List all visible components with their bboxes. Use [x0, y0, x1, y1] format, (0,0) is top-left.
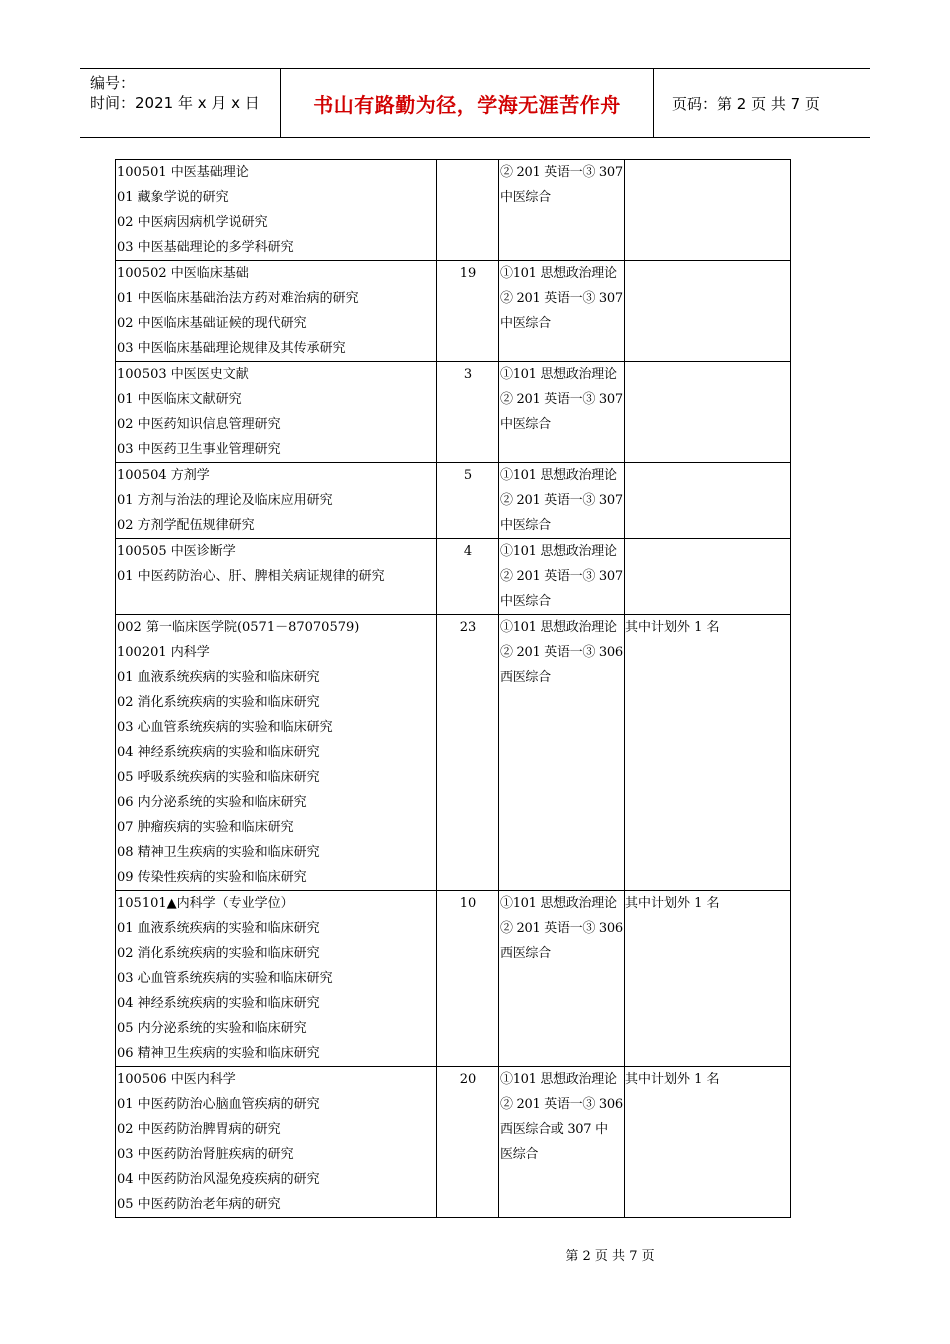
exam-line: ①101 思想政治理论 — [500, 896, 617, 911]
program-line: 100201 内科学 — [117, 645, 210, 660]
number-label: 编号： — [90, 74, 136, 92]
exam-line: 西医综合 — [500, 670, 551, 685]
note-cell — [625, 539, 791, 615]
quota-value — [437, 160, 498, 185]
program-line: 09 传染性疾病的实验和临床研究 — [117, 870, 307, 885]
note-value: 其中计划外 1 名 — [625, 620, 720, 635]
program-line: 06 精神卫生疾病的实验和临床研究 — [117, 1046, 320, 1061]
quota-value: 10 — [459, 896, 477, 911]
program-cell — [116, 160, 437, 261]
exam-line: ①101 思想政治理论 — [500, 620, 617, 635]
note-value — [625, 362, 790, 387]
exam-cell — [499, 362, 625, 463]
quota-value: 19 — [459, 266, 477, 281]
program-line: 04 神经系统疾病的实验和临床研究 — [117, 745, 320, 760]
program-line: 01 中医药防治心、肝、脾相关病证规律的研究 — [117, 569, 385, 584]
exam-line: 中医综合 — [500, 594, 551, 609]
exam-line: ①101 思想政治理论 — [500, 544, 617, 559]
program-line: 02 中医药防治脾胃病的研究 — [117, 1122, 281, 1137]
program-line: 03 中医基础理论的多学科研究 — [117, 240, 294, 255]
program-line: 06 内分泌系统的实验和临床研究 — [117, 795, 307, 810]
program-cell — [116, 362, 437, 463]
program-line: 100506 中医内科学 — [117, 1072, 236, 1087]
program-line: 02 中医病因病机学说研究 — [117, 215, 268, 230]
header-divider — [653, 69, 654, 137]
note-value — [625, 463, 790, 488]
quota-value: 20 — [459, 1072, 477, 1087]
exam-line: 中医综合 — [500, 518, 551, 533]
exam-line: ② 201 英语一③ 306 — [500, 645, 623, 660]
exam-line: ② 201 英语一③ 307 — [500, 165, 623, 180]
exam-line: ①101 思想政治理论 — [500, 367, 617, 382]
table-row — [116, 160, 791, 261]
program-line: 100504 方剂学 — [117, 468, 210, 483]
note-cell — [625, 261, 791, 362]
quota-cell — [437, 160, 499, 261]
program-line: 01 中医药防治心脑血管疾病的研究 — [117, 1097, 320, 1112]
note-cell — [625, 160, 791, 261]
program-cell — [116, 1067, 437, 1218]
program-line: 04 中医药防治风湿免疫疾病的研究 — [117, 1172, 320, 1187]
exam-cell — [499, 463, 625, 539]
program-line: 100505 中医诊断学 — [117, 544, 236, 559]
program-line: 05 呼吸系统疾病的实验和临床研究 — [117, 770, 320, 785]
exam-line: 西医综合 — [500, 946, 551, 961]
exam-line: ② 201 英语一③ 307 — [500, 392, 623, 407]
exam-line: ② 201 英语一③ 307 — [500, 493, 623, 508]
header-meta — [80, 69, 280, 137]
program-line: 04 神经系统疾病的实验和临床研究 — [117, 996, 320, 1011]
note-cell — [625, 891, 791, 1067]
note-cell — [625, 615, 791, 891]
exam-line: ② 201 英语一③ 307 — [500, 569, 623, 584]
note-cell — [625, 463, 791, 539]
table-row — [116, 261, 791, 362]
program-table — [115, 159, 791, 1218]
page-label: 页码：第 2 页 共 7 页 — [672, 94, 820, 113]
program-line: 01 血液系统疾病的实验和临床研究 — [117, 670, 320, 685]
table-row — [116, 1067, 791, 1218]
program-line: 03 中医药卫生事业管理研究 — [117, 442, 281, 457]
exam-line: 中医综合 — [500, 316, 551, 331]
program-line: 01 中医临床文献研究 — [117, 392, 242, 407]
table-row — [116, 463, 791, 539]
quota-cell — [437, 891, 499, 1067]
program-line: 100501 中医基础理论 — [117, 165, 249, 180]
program-line: 02 消化系统疾病的实验和临床研究 — [117, 695, 320, 710]
exam-line: ② 201 英语一③ 306 — [500, 921, 623, 936]
program-line: 03 中医临床基础理论规律及其传承研究 — [117, 341, 346, 356]
exam-cell — [499, 261, 625, 362]
note-value: 其中计划外 1 名 — [625, 1072, 720, 1087]
exam-cell — [499, 1067, 625, 1218]
exam-line: 西医综合或 307 中 — [500, 1122, 608, 1137]
exam-line: ② 201 英语一③ 307 — [500, 291, 623, 306]
quota-cell — [437, 1067, 499, 1218]
program-line: 002 第一临床医学院(0571－87070579) — [117, 620, 360, 635]
program-line: 01 方剂与治法的理论及临床应用研究 — [117, 493, 333, 508]
quota-cell — [437, 362, 499, 463]
page-footer: 第 2 页 共 7 页 — [565, 1249, 655, 1264]
program-line: 105101▲内科学（专业学位） — [117, 896, 294, 911]
exam-line: ①101 思想政治理论 — [500, 1072, 617, 1087]
table-row — [116, 891, 791, 1067]
table-row — [116, 362, 791, 463]
exam-cell — [499, 615, 625, 891]
table-row — [116, 615, 791, 891]
time-label: 时间：2021 年 x 月 x 日 — [90, 94, 260, 112]
program-line: 01 藏象学说的研究 — [117, 190, 229, 205]
exam-cell — [499, 539, 625, 615]
quota-cell — [437, 615, 499, 891]
table-row — [116, 539, 791, 615]
quota-value: 5 — [463, 468, 473, 483]
program-line: 03 心血管系统疾病的实验和临床研究 — [117, 971, 333, 986]
exam-line: ①101 思想政治理论 — [500, 468, 617, 483]
program-line: 03 心血管系统疾病的实验和临床研究 — [117, 720, 333, 735]
document-header — [80, 68, 870, 138]
program-line: 03 中医药防治肾脏疾病的研究 — [117, 1147, 294, 1162]
program-line: 100503 中医医史文献 — [117, 367, 249, 382]
motto: 书山有路勤为径，学海无涯苦作舟 — [313, 92, 621, 117]
program-line: 05 中医药防治老年病的研究 — [117, 1197, 281, 1212]
program-cell — [116, 539, 437, 615]
program-line: 07 肿瘤疾病的实验和临床研究 — [117, 820, 294, 835]
program-line: 02 方剂学配伍规律研究 — [117, 518, 255, 533]
exam-line: 医综合 — [500, 1147, 539, 1162]
exam-line: 中医综合 — [500, 190, 551, 205]
quota-value: 4 — [463, 544, 473, 559]
note-value — [625, 160, 790, 185]
program-line: 100502 中医临床基础 — [117, 266, 249, 281]
program-line: 01 血液系统疾病的实验和临床研究 — [117, 921, 320, 936]
program-cell — [116, 615, 437, 891]
program-line: 01 中医临床基础治法方药对难治病的研究 — [117, 291, 359, 306]
exam-cell — [499, 160, 625, 261]
quota-value: 23 — [459, 620, 477, 635]
note-value — [625, 261, 790, 286]
note-cell — [625, 1067, 791, 1218]
program-line: 05 内分泌系统的实验和临床研究 — [117, 1021, 307, 1036]
exam-line: 中医综合 — [500, 417, 551, 432]
program-line: 02 中医临床基础证候的现代研究 — [117, 316, 307, 331]
quota-cell — [437, 463, 499, 539]
exam-line: ①101 思想政治理论 — [500, 266, 617, 281]
exam-line: ② 201 英语一③ 306 — [500, 1097, 623, 1112]
quota-cell — [437, 261, 499, 362]
program-cell — [116, 891, 437, 1067]
quota-cell — [437, 539, 499, 615]
note-cell — [625, 362, 791, 463]
program-line: 08 精神卫生疾病的实验和临床研究 — [117, 845, 320, 860]
note-value — [625, 539, 790, 564]
quota-value: 3 — [463, 367, 473, 382]
note-value: 其中计划外 1 名 — [625, 896, 720, 911]
exam-cell — [499, 891, 625, 1067]
program-cell — [116, 463, 437, 539]
program-line: 02 中医药知识信息管理研究 — [117, 417, 281, 432]
program-line: 02 消化系统疾病的实验和临床研究 — [117, 946, 320, 961]
program-cell — [116, 261, 437, 362]
